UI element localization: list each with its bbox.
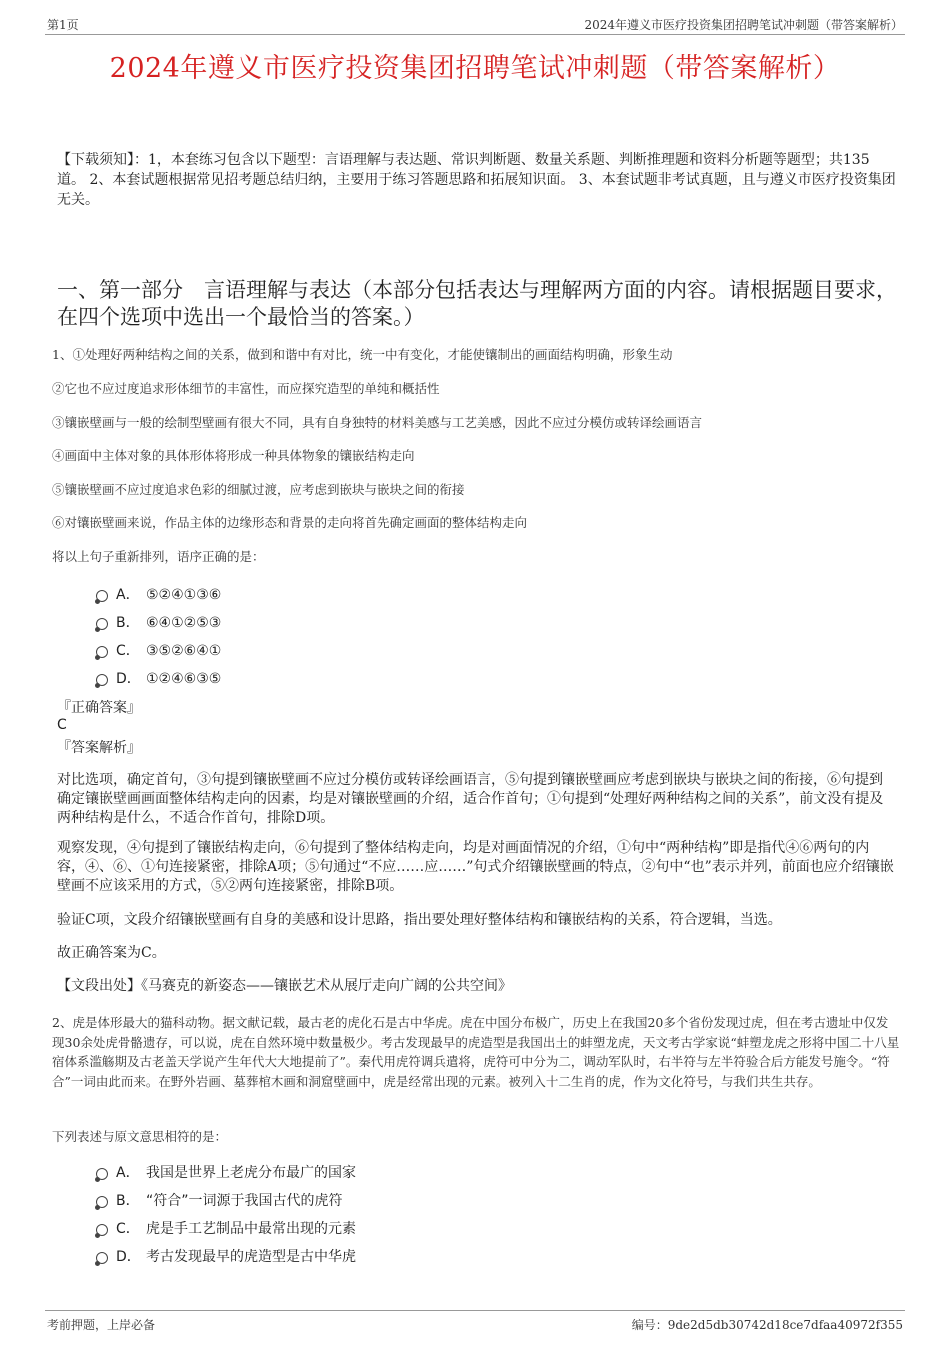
page-footer xyxy=(45,1310,905,1335)
q2-option-a[interactable]: A． 我国是世界上老虎分布最广的国家 xyxy=(96,1162,356,1182)
source-citation: 【文段出处】《马赛克的新姿态——镶嵌艺术从展厅走向广阔的公共空间》 xyxy=(57,978,512,994)
q1-option-d[interactable]: D． ①②④⑥③⑤ xyxy=(96,668,221,688)
q2-option-b[interactable]: B． “符合”一词源于我国古代的虎符 xyxy=(96,1190,343,1210)
header-doc-title: 2024年遵义市医疗投资集团招聘笔试冲刺题（带答案解析） xyxy=(584,18,903,32)
q1-prompt: 将以上句子重新排列，语序正确的是： xyxy=(52,549,265,564)
q1-sentence-2: ②它也不应过度追求形体细节的丰富性，而应探究造型的单纯和概括性 xyxy=(52,381,440,396)
answer-value: C xyxy=(57,717,67,733)
radio-icon[interactable] xyxy=(96,646,108,658)
q2-prompt: 下列表述与原文意思相符的是： xyxy=(52,1129,228,1144)
radio-icon[interactable] xyxy=(96,1224,108,1236)
radio-icon[interactable] xyxy=(96,618,108,630)
radio-icon[interactable] xyxy=(96,1196,108,1208)
q2-option-d[interactable]: D． 考古发现最早的虎造型是古中华虎 xyxy=(96,1246,356,1266)
analysis-label: 『答案解析』 xyxy=(57,740,141,756)
q1-sentence-3: ③镶嵌壁画与一般的绘制型壁画有很大不同，具有自身独特的材料美感与工艺美感，因此不应过分模仿或转译绘画语言 xyxy=(52,415,703,430)
q1-sentence-1: 1、①处理好两种结构之间的关系，做到和谐中有对比，统一中有变化，才能使镶制出的画面结构明确，形象生动 xyxy=(52,347,673,362)
q1-sentence-6: ⑥对镶嵌壁画来说，作品主体的边缘形态和背景的走向将首先确定画面的整体结构走向 xyxy=(52,515,528,530)
document-title: 2024年遵义市医疗投资集团招聘笔试冲刺题（带答案解析） xyxy=(109,53,841,84)
answer-label: 『正确答案』 xyxy=(57,700,141,716)
radio-icon[interactable] xyxy=(96,1168,108,1180)
q2-option-c[interactable]: C． 虎是手工艺制品中最常出现的元素 xyxy=(96,1218,356,1238)
q1-option-b[interactable]: B． ⑥④①②⑤③ xyxy=(96,612,221,632)
footer-doc-id: 编号：9de2d5db30742d18ce7dfaa40972f355 xyxy=(631,1318,903,1332)
page-header xyxy=(45,12,905,35)
analysis-paragraph-4: 故正确答案为C。 xyxy=(57,945,166,961)
q1-option-a[interactable]: A． ⑤②④①③⑥ xyxy=(96,584,221,604)
q1-sentence-5: ⑤镶嵌壁画不应过度追求色彩的细腻过渡，应考虑到嵌块与嵌块之间的衔接 xyxy=(52,482,465,497)
section-heading: 一、第一部分 言语理解与表达（本部分包括表达与理解两方面的内容。请根据题目要求，在四个选项中选出一个最恰当的答案。） xyxy=(57,278,897,329)
download-notice: 【下载须知】：1，本套练习包含以下题型：言语理解与表达题、常识判断题、数量关系题、判断推理题和资料分析题等题型；共135道。 2、本套试题根据常见招考题总结归纳，主要用于练习答题思路和拓展知识面。 3、本套试题非考试真题，且与遵义市医疗投资集团无关。 xyxy=(57,152,896,208)
q1-sentence-4: ④画面中主体对象的具体形体将形成一种具体物象的镶嵌结构走向 xyxy=(52,448,415,463)
radio-icon[interactable] xyxy=(96,1252,108,1264)
footer-slogan: 考前押题，上岸必备 xyxy=(47,1318,156,1332)
q1-option-c[interactable]: C． ③⑤②⑥④① xyxy=(96,640,221,660)
radio-icon[interactable] xyxy=(96,674,108,686)
radio-icon[interactable] xyxy=(96,590,108,602)
q2-stem: 2、虎是体形最大的猫科动物。据文献记载，最古老的虎化石是古中华虎。虎在中国分布极广，历史上在我国20多个省份发现过虎，但在考古遗址中仅发现30余处虎骨骼遗存，可以说，虎在自然环境中数量极少。考古发现最早的虎造型是我国出土的蚌塑龙虎，天文考古学家说“蚌塑龙虎之形将中国二十八星宿体系滥觞期及古老盖天学说产生年代大大地提前了”。秦代用虎符调兵遣将，虎符可中分为二，调动军队时，右半符与左半符验合后方能发号施令。“符合”一词由此而来。在野外岩画、墓葬棺木画和洞窟壁画中，虎是经常出现的元素。被列入十二生肖的虎，作为文化符号，与我们共生共存。 xyxy=(52,1015,900,1089)
analysis-paragraph-2: 观察发现，④句提到了镶嵌结构走向，⑥句提到了整体结构走向，均是对画面情况的介绍，①句中“两种结构”即是指代④⑥两句的内容，④、⑥、①句连接紧密，排除A项；⑤句通过“不应……应……”句式介绍镶嵌壁画的特点，②句中“也”表示并列，前面也应介绍镶嵌壁画不应该采用的方式，⑤②两句连接紧密，排除B项。 xyxy=(57,840,894,894)
page-number: 第1页 xyxy=(47,18,79,32)
analysis-paragraph-3: 验证C项，文段介绍镶嵌壁画有自身的美感和设计思路，指出要处理好整体结构和镶嵌结构的关系，符合逻辑，当选。 xyxy=(57,912,782,928)
analysis-paragraph-1: 对比选项，确定首句，③句提到镶嵌壁画不应过分模仿或转译绘画语言，⑤句提到镶嵌壁画应考虑到嵌块与嵌块之间的衔接，⑥句提到确定镶嵌壁画画面整体结构走向的因素，均是对镶嵌壁画的介绍，适合作首句；①句提到“处理好两种结构之间的关系”，前文没有提及两种结构是什么，不适合作首句，排除D项。 xyxy=(57,772,884,826)
